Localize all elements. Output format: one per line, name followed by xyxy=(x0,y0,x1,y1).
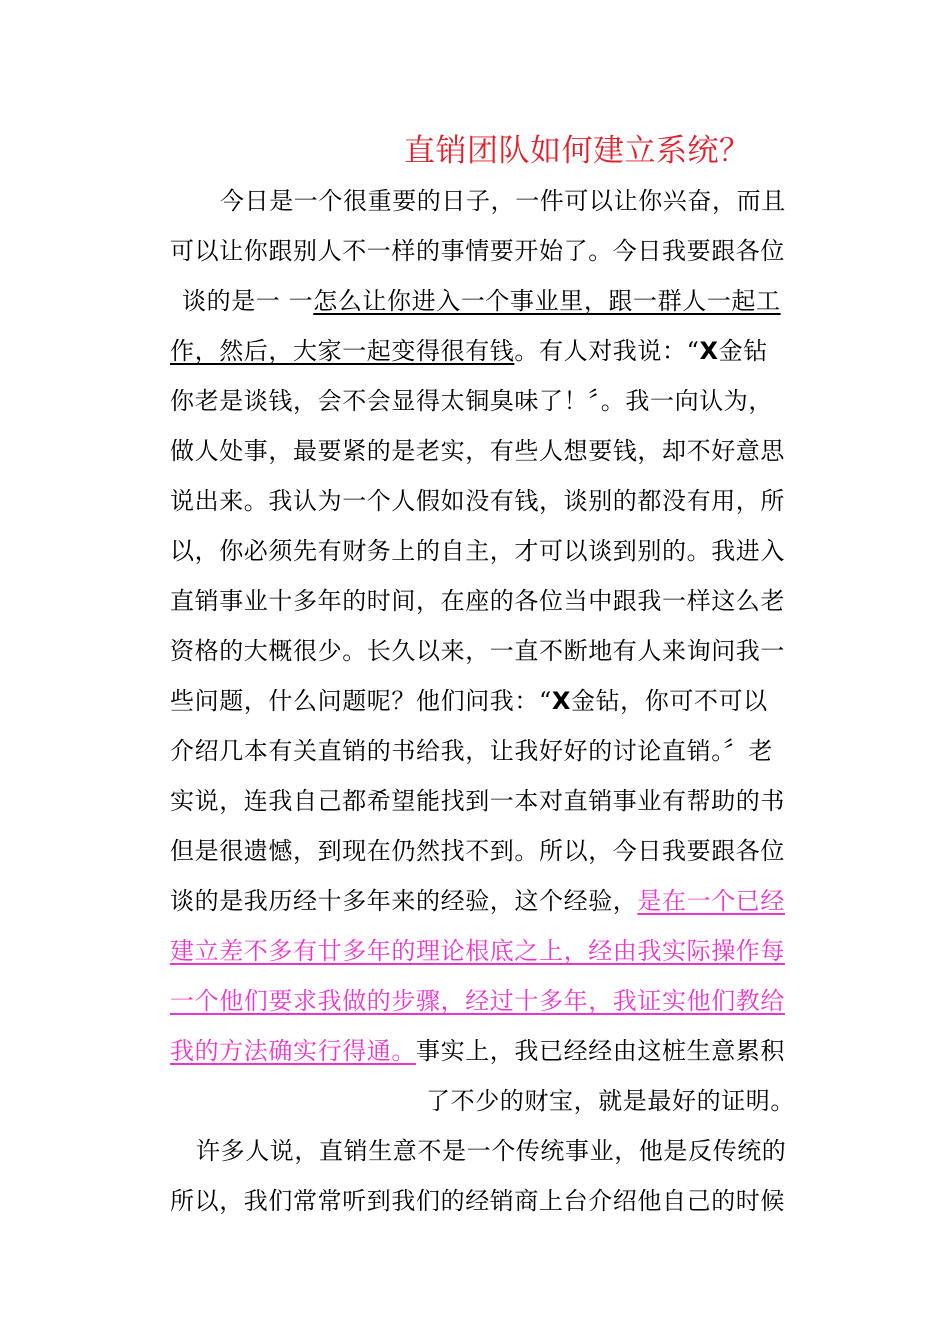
text-line xyxy=(170,276,820,326)
text-line xyxy=(170,1176,820,1226)
text-line xyxy=(170,1076,820,1126)
text-line xyxy=(170,876,820,926)
text-segment: 你老是谈钱，会不会显得太铜臭味了！〞。我一向认为， xyxy=(170,387,773,415)
text-line xyxy=(170,826,820,876)
highlighted-text: 建立差不多有廿多年的理论根底之上，经由我实际操作每 xyxy=(170,937,785,965)
text-line xyxy=(170,326,820,376)
text-line xyxy=(170,626,820,676)
text-line xyxy=(170,926,820,976)
text-line xyxy=(170,1026,820,1076)
text-segment: X xyxy=(699,337,719,365)
text-segment: 金钻，你可不可以 xyxy=(570,687,768,715)
text-segment: 说出来。我认为一个人假如没有钱，谈别的都没有用，所 xyxy=(170,487,785,515)
text-segment: 今日是一个很重要的日子，一件可以让你兴奋，而且 xyxy=(220,187,786,215)
text-segment: 介绍几本有关直销的书给我，让我好好的讨论直销。〞老 xyxy=(170,737,773,765)
underlined-text: 怎么让你进入一个事业里，跟一群人一起工 xyxy=(313,287,781,315)
text-line xyxy=(170,426,820,476)
text-segment: 了不少的财宝，就是最好的证明。 xyxy=(426,1087,795,1115)
text-line xyxy=(170,476,820,526)
text-line xyxy=(170,376,820,426)
text-segment: 事实上，我已经经由这桩生意累积 xyxy=(416,1037,785,1065)
text-segment: 许多人说，直销生意不是一个传统事业，他是反传统的 xyxy=(196,1137,787,1165)
text-segment: 但是很遗憾，到现在仍然找不到。所以，今日我要跟各位 xyxy=(170,837,785,865)
document-body xyxy=(170,176,820,1226)
text-line xyxy=(170,226,820,276)
document-title: 直销团队如何建立系统？ xyxy=(404,133,751,169)
text-segment: 。有人对我说：“ xyxy=(514,337,700,365)
text-line xyxy=(170,726,820,776)
text-segment: 直销事业十多年的时间，在座的各位当中跟我一样这么老 xyxy=(170,587,785,615)
text-segment: 以，你必须先有财务上的自主，才可以谈到别的。我进入 xyxy=(170,537,785,565)
highlighted-text: 一个他们要求我做的步骤，经过十多年，我证实他们教给 xyxy=(170,987,785,1015)
text-segment: 谈的是一 一 xyxy=(182,287,314,315)
text-line xyxy=(170,976,820,1026)
text-segment: 所以，我们常常听到我们的经销商上台介绍他自己的时候 xyxy=(170,1187,785,1215)
text-line xyxy=(170,776,820,826)
text-segment: 金钻 xyxy=(718,337,768,365)
text-segment: 可以让你跟别人不一样的事情要开始了。今日我要跟各位 xyxy=(170,237,785,265)
highlighted-text: 是在一个已经 xyxy=(637,887,786,915)
text-line xyxy=(170,176,820,226)
text-segment: X xyxy=(551,687,571,715)
text-segment: 谈的是我历经十多年来的经验，这个经验， xyxy=(170,887,638,915)
text-segment: 些问题，什么问题呢？他们问我：“ xyxy=(170,687,552,715)
text-line xyxy=(170,676,820,726)
underlined-text: 作，然后，大家一起变得很有钱 xyxy=(170,337,515,365)
text-segment: 做人处事，最要紧的是老实，有些人想要钱，却不好意思 xyxy=(170,437,785,465)
text-line xyxy=(170,576,820,626)
text-line xyxy=(170,1126,820,1176)
highlighted-text: 我的方法确实行得通。 xyxy=(170,1037,416,1065)
text-segment: 资格的大概很少。长久以来，一直不断地有人来询问我一 xyxy=(170,637,785,665)
text-line xyxy=(170,526,820,576)
text-segment: 实说，连我自己都希望能找到一本对直销事业有帮助的书 xyxy=(170,787,785,815)
